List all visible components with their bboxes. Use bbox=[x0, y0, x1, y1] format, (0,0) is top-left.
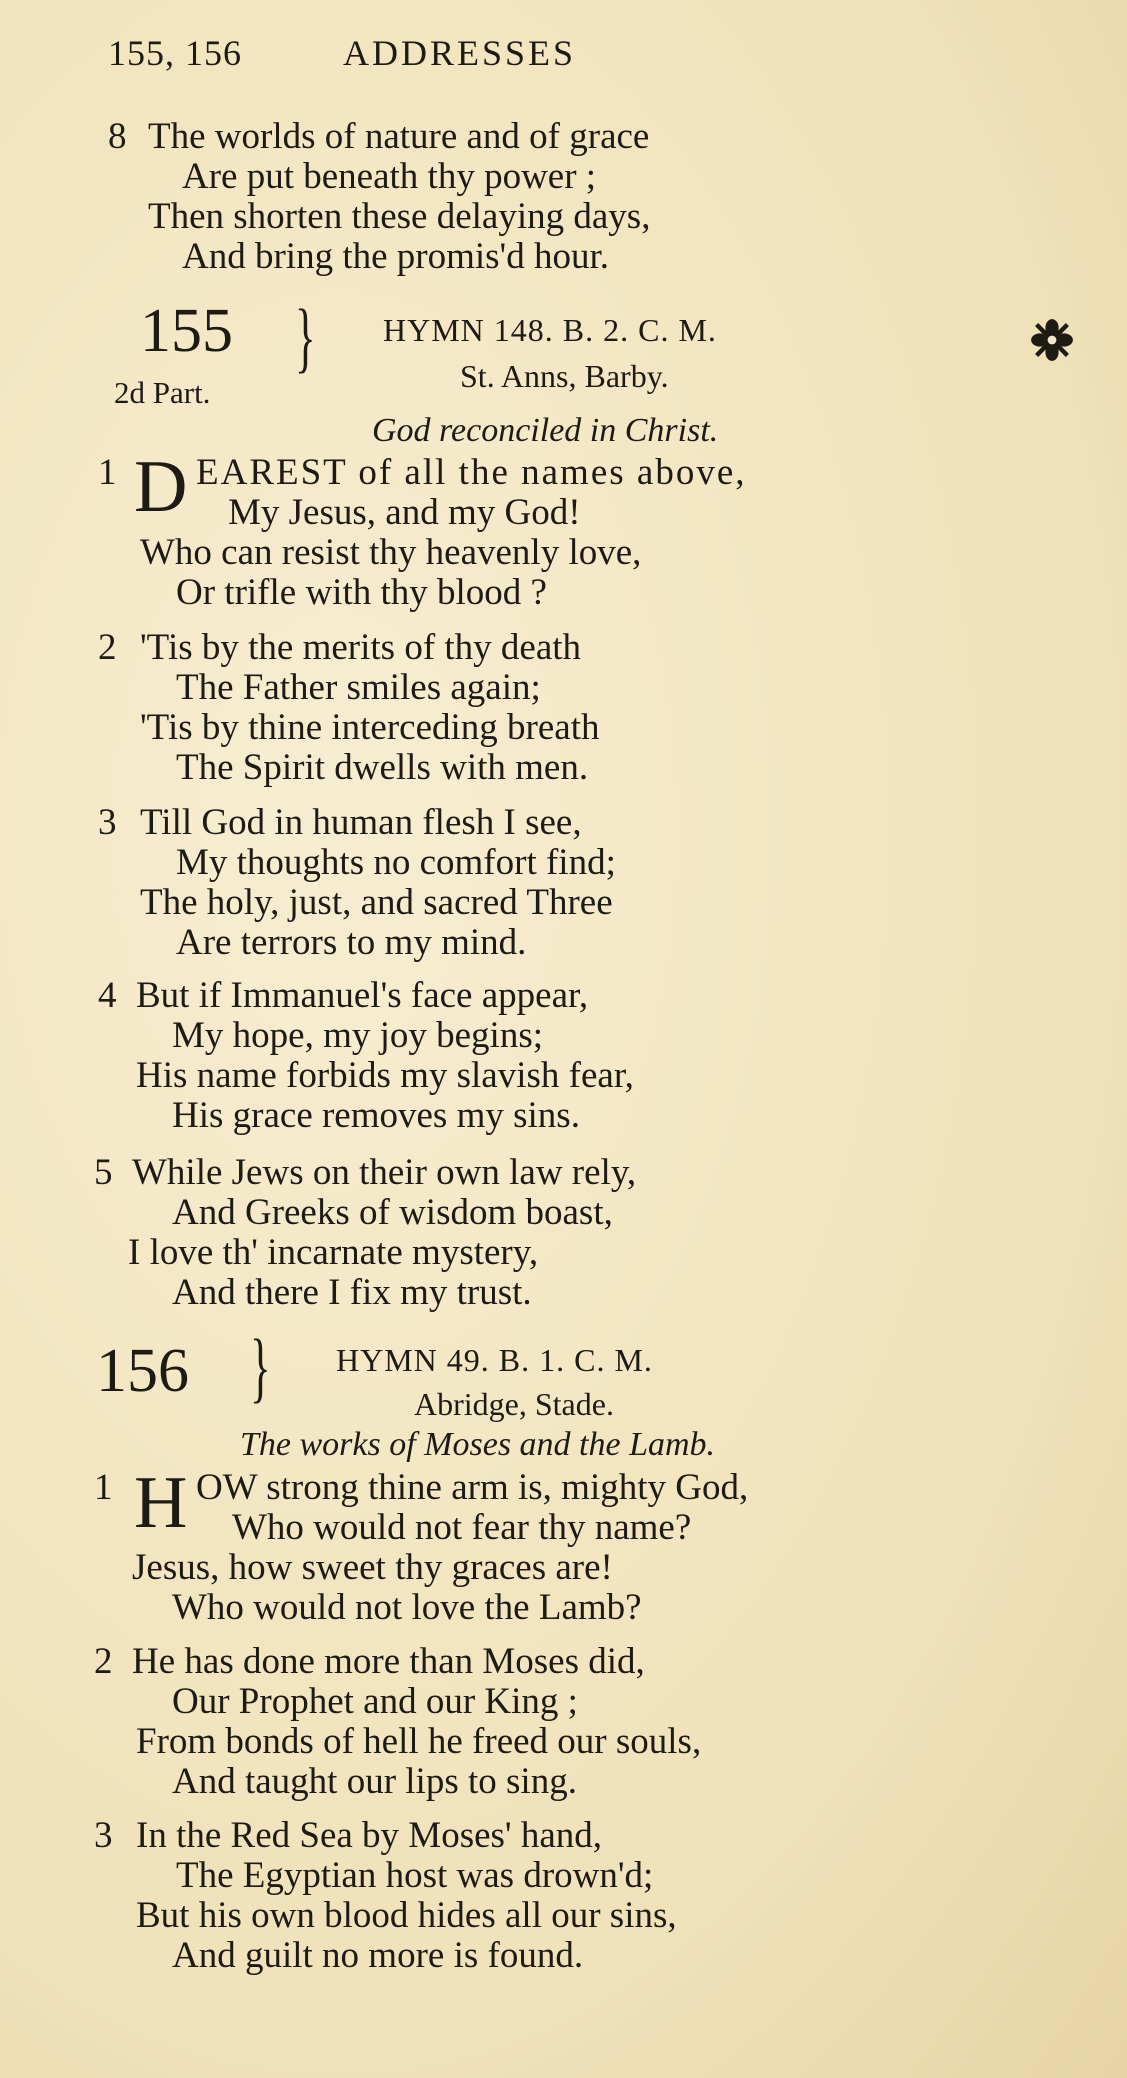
verse-line: And bring the promis'd hour. bbox=[182, 236, 609, 277]
verse-line: And taught our lips to sing. bbox=[172, 1761, 577, 1802]
verse-number: 8 bbox=[108, 116, 127, 157]
verse-line: From bonds of hell he freed our souls, bbox=[136, 1721, 702, 1762]
verse-line: Or trifle with thy blood ? bbox=[176, 572, 547, 613]
brace-glyph: } bbox=[295, 293, 316, 380]
verse-number: 1 bbox=[94, 1467, 113, 1508]
verse-line: My thoughts no comfort find; bbox=[176, 842, 616, 883]
verse-line: Then shorten these delaying days, bbox=[148, 196, 651, 237]
hymn-subject: God reconciled in Christ. bbox=[372, 412, 719, 449]
drop-cap: H bbox=[134, 1462, 188, 1544]
verse-line: Are put beneath thy power ; bbox=[182, 156, 597, 197]
drop-cap: D bbox=[134, 446, 188, 528]
verse-number: 2 bbox=[94, 1641, 113, 1682]
hymn-heading: HYMN 148. B. 2. C. M. bbox=[383, 312, 717, 348]
verse-number: 2 bbox=[98, 627, 117, 668]
verse-line: Jesus, how sweet thy graces are! bbox=[132, 1547, 613, 1588]
part-label: 2d Part. bbox=[114, 375, 211, 410]
verse-line: The Father smiles again; bbox=[176, 667, 541, 708]
verse-line: But his own blood hides all our sins, bbox=[136, 1895, 677, 1936]
verse-line: Who would not fear thy name? bbox=[232, 1507, 692, 1548]
verse-line: Who can resist thy heavenly love, bbox=[140, 532, 642, 573]
verse-number: 4 bbox=[98, 975, 117, 1016]
verse-line: The worlds of nature and of grace bbox=[148, 116, 650, 157]
verse-line: And guilt no more is found. bbox=[172, 1935, 584, 1976]
verse-line: My hope, my joy begins; bbox=[172, 1015, 544, 1056]
verse-line: My Jesus, and my God! bbox=[228, 492, 581, 533]
verse-line: And Greeks of wisdom boast, bbox=[172, 1192, 613, 1233]
verse-line: Who would not love the Lamb? bbox=[172, 1587, 642, 1628]
page-numbers: 155, 156 bbox=[108, 33, 242, 73]
verse-line: I love th' incarnate mystery, bbox=[128, 1232, 539, 1273]
verse-line: He has done more than Moses did, bbox=[132, 1641, 645, 1682]
page-title: ADDRESSES bbox=[343, 33, 577, 73]
verse-number: 3 bbox=[94, 1815, 113, 1856]
verse-line: His name forbids my slavish fear, bbox=[136, 1055, 634, 1096]
verse-line: In the Red Sea by Moses' hand, bbox=[136, 1815, 603, 1856]
hymn-subject: The works of Moses and the Lamb. bbox=[240, 1426, 716, 1463]
running-header bbox=[108, 32, 748, 74]
hymn-heading: HYMN 49. B. 1. C. M. bbox=[336, 1342, 653, 1378]
verse-line: Till God in human flesh I see, bbox=[140, 802, 582, 843]
verse-line: The Spirit dwells with men. bbox=[176, 747, 589, 788]
verse-line: The Egyptian host was drown'd; bbox=[176, 1855, 654, 1896]
fleuron-icon bbox=[1030, 318, 1074, 362]
verse-line: His grace removes my sins. bbox=[172, 1095, 580, 1136]
hymn-number: 155 bbox=[140, 297, 233, 365]
verse-line: EAREST of all the names above, bbox=[196, 452, 747, 493]
verse-line: But if Immanuel's face appear, bbox=[136, 975, 589, 1016]
verse-line: 'Tis by thine interceding breath bbox=[140, 707, 600, 748]
verse-line: While Jews on their own law rely, bbox=[132, 1152, 637, 1193]
verse-line: The holy, just, and sacred Three bbox=[140, 882, 613, 923]
tune-names: Abridge, Stade. bbox=[414, 1386, 614, 1422]
verse-line: And there I fix my trust. bbox=[172, 1272, 532, 1313]
verse-number: 5 bbox=[94, 1152, 113, 1193]
brace-glyph: } bbox=[250, 1323, 271, 1410]
verse-line: Our Prophet and our King ; bbox=[172, 1681, 578, 1722]
verse-line: OW strong thine arm is, mighty God, bbox=[196, 1467, 749, 1508]
verse-number: 3 bbox=[98, 802, 117, 843]
verse-number: 1 bbox=[98, 452, 117, 493]
verse-line: 'Tis by the merits of thy death bbox=[140, 627, 582, 668]
tune-names: St. Anns, Barby. bbox=[460, 358, 669, 394]
verse-line: Are terrors to my mind. bbox=[176, 922, 527, 963]
hymn-number: 156 bbox=[96, 1337, 189, 1405]
